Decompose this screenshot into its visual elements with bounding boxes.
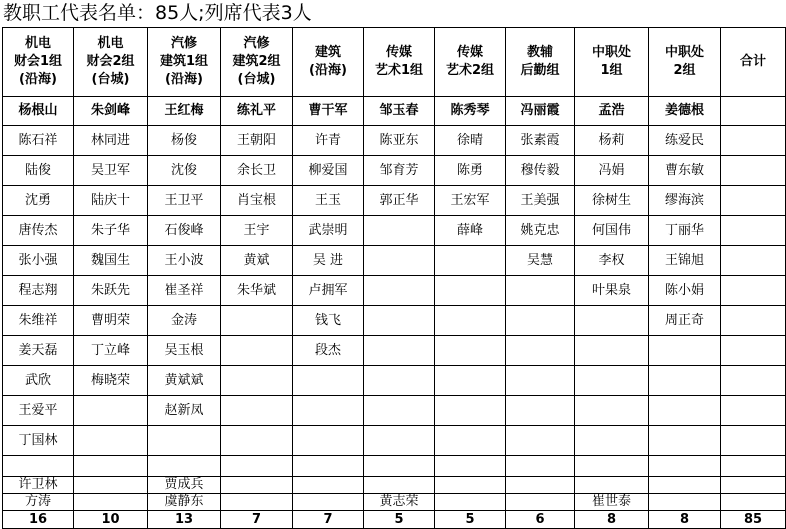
group-header-line: 建筑1组	[159, 54, 209, 69]
total-cell: 10	[74, 511, 148, 529]
representatives-table	[2, 27, 786, 529]
member-cell: 黄斌	[221, 246, 293, 276]
member-cell	[435, 336, 506, 366]
member-cell: 沈俊	[148, 156, 221, 186]
total-cell: 8	[575, 511, 649, 529]
member-cell	[649, 396, 721, 426]
member-cell	[649, 426, 721, 456]
group-header-line: 建筑	[314, 45, 341, 60]
member-cell	[721, 246, 786, 276]
group-header-line: 机电	[24, 36, 51, 51]
member-cell: 张素霞	[506, 126, 575, 156]
member-row	[3, 156, 786, 186]
member-cell	[506, 306, 575, 336]
member-cell	[74, 426, 148, 456]
group-header-line: 教辅	[526, 45, 553, 60]
group-header-2	[74, 28, 148, 97]
member-row	[3, 396, 786, 426]
observer-cell: 黄志荣	[364, 494, 435, 511]
member-cell	[364, 426, 435, 456]
observer-cell	[293, 477, 364, 494]
group-header-line: 中职处	[591, 45, 631, 60]
member-cell	[435, 276, 506, 306]
member-cell	[721, 336, 786, 366]
member-cell: 林同进	[74, 126, 148, 156]
member-cell: 徐晴	[435, 126, 506, 156]
member-cell	[435, 306, 506, 336]
member-cell	[721, 366, 786, 396]
group-header-line: (沿海)	[165, 72, 203, 87]
blank-cell	[575, 456, 649, 477]
observer-cell	[435, 477, 506, 494]
member-cell	[575, 366, 649, 396]
member-cell: 周正奇	[649, 306, 721, 336]
totals-row	[3, 511, 786, 529]
member-cell: 张小强	[3, 246, 74, 276]
leader-cell: 姜德根	[649, 97, 721, 126]
observer-cell	[221, 494, 293, 511]
member-cell: 杨莉	[575, 126, 649, 156]
member-cell	[221, 306, 293, 336]
member-cell	[435, 246, 506, 276]
group-header-line: 中职处	[664, 45, 704, 60]
member-cell	[364, 246, 435, 276]
group-header-line: 机电	[97, 36, 124, 51]
observer-cell	[649, 494, 721, 511]
header-row	[3, 28, 786, 97]
observer-cell	[364, 477, 435, 494]
group-header-line: (沿海)	[309, 63, 347, 78]
member-cell: 王玉	[293, 186, 364, 216]
leader-cell: 孟浩	[575, 97, 649, 126]
member-cell: 吴玉根	[148, 336, 221, 366]
member-cell: 许青	[293, 126, 364, 156]
total-cell: 5	[435, 511, 506, 529]
total-cell: 85	[721, 511, 786, 529]
member-cell: 段杰	[293, 336, 364, 366]
member-cell	[721, 216, 786, 246]
member-cell	[506, 426, 575, 456]
leader-cell	[721, 97, 786, 126]
member-cell: 王宇	[221, 216, 293, 246]
member-cell: 赵新凤	[148, 396, 221, 426]
blank-cell	[506, 456, 575, 477]
member-cell: 丁国林	[3, 426, 74, 456]
member-cell: 程志翔	[3, 276, 74, 306]
blank-cell	[721, 456, 786, 477]
group-header-line: 汽修	[243, 36, 270, 51]
group-header-7	[435, 28, 506, 97]
member-cell: 陈石祥	[3, 126, 74, 156]
group-header-line: 1组	[600, 63, 623, 78]
member-cell	[148, 426, 221, 456]
member-cell: 陆庆十	[74, 186, 148, 216]
observer-row	[3, 477, 786, 494]
member-cell	[721, 186, 786, 216]
observer-cell	[506, 494, 575, 511]
leader-cell: 练礼平	[221, 97, 293, 126]
member-cell	[221, 336, 293, 366]
member-cell	[364, 306, 435, 336]
member-cell: 王锦旭	[649, 246, 721, 276]
leader-cell: 王红梅	[148, 97, 221, 126]
member-cell	[721, 276, 786, 306]
member-row	[3, 126, 786, 156]
member-cell: 梅晓荣	[74, 366, 148, 396]
member-cell: 王小波	[148, 246, 221, 276]
member-cell	[506, 336, 575, 366]
leader-cell: 杨根山	[3, 97, 74, 126]
member-cell	[506, 366, 575, 396]
member-cell: 石俊峰	[148, 216, 221, 246]
group-header-1	[3, 28, 74, 97]
member-cell	[721, 126, 786, 156]
member-cell	[575, 396, 649, 426]
member-cell: 冯娟	[575, 156, 649, 186]
observer-row	[3, 494, 786, 511]
member-cell	[293, 366, 364, 396]
group-header-6	[364, 28, 435, 97]
member-cell	[721, 396, 786, 426]
member-cell: 练爱民	[649, 126, 721, 156]
member-cell: 朱跃先	[74, 276, 148, 306]
blank-cell	[435, 456, 506, 477]
group-header-line: 后勤组	[520, 63, 560, 78]
member-cell: 丁丽华	[649, 216, 721, 246]
member-row	[3, 426, 786, 456]
observer-cell	[74, 494, 148, 511]
member-cell: 余长卫	[221, 156, 293, 186]
member-cell: 王朝阳	[221, 126, 293, 156]
observer-cell: 许卫林	[3, 477, 74, 494]
total-cell: 7	[293, 511, 364, 529]
member-cell: 吴慧	[506, 246, 575, 276]
member-row	[3, 216, 786, 246]
member-cell: 姜天磊	[3, 336, 74, 366]
member-cell: 姚克忠	[506, 216, 575, 246]
member-cell	[575, 306, 649, 336]
member-cell: 吴卫军	[74, 156, 148, 186]
member-cell	[721, 306, 786, 336]
observer-cell	[721, 494, 786, 511]
member-cell	[293, 426, 364, 456]
observer-cell	[649, 477, 721, 494]
leader-row	[3, 97, 786, 126]
member-cell: 何国伟	[575, 216, 649, 246]
member-cell: 丁立峰	[74, 336, 148, 366]
member-cell: 柳爱国	[293, 156, 364, 186]
group-header-10	[649, 28, 721, 97]
total-cell: 7	[221, 511, 293, 529]
member-cell: 金涛	[148, 306, 221, 336]
member-row	[3, 186, 786, 216]
blank-cell	[293, 456, 364, 477]
group-header-3	[148, 28, 221, 97]
member-cell	[435, 366, 506, 396]
observer-cell: 方涛	[3, 494, 74, 511]
observer-cell	[575, 477, 649, 494]
member-cell	[74, 396, 148, 426]
blank-cell	[221, 456, 293, 477]
total-cell: 8	[649, 511, 721, 529]
group-header-line: 传媒	[385, 45, 412, 60]
member-row	[3, 306, 786, 336]
leader-cell: 邹玉春	[364, 97, 435, 126]
observer-cell: 崔世泰	[575, 494, 649, 511]
member-cell	[364, 276, 435, 306]
group-header-line: (台城)	[91, 72, 130, 87]
total-cell: 5	[364, 511, 435, 529]
member-cell: 陆俊	[3, 156, 74, 186]
member-cell	[721, 156, 786, 186]
member-cell: 徐树生	[575, 186, 649, 216]
member-cell	[364, 216, 435, 246]
member-cell: 陈勇	[435, 156, 506, 186]
group-header-line: (沿海)	[19, 72, 57, 87]
group-header-11	[721, 28, 786, 97]
member-cell: 陈亚东	[364, 126, 435, 156]
blank-cell	[3, 456, 74, 477]
group-header-8	[506, 28, 575, 97]
member-cell	[435, 396, 506, 426]
member-cell: 王宏军	[435, 186, 506, 216]
total-cell: 6	[506, 511, 575, 529]
member-cell	[575, 336, 649, 366]
observer-cell	[221, 477, 293, 494]
group-header-line: 传媒	[456, 45, 483, 60]
member-cell	[721, 426, 786, 456]
member-cell	[364, 366, 435, 396]
member-cell	[364, 336, 435, 366]
blank-row	[3, 456, 786, 477]
member-cell: 崔圣祥	[148, 276, 221, 306]
member-cell	[506, 276, 575, 306]
leader-cell: 朱剑峰	[74, 97, 148, 126]
observer-cell	[435, 494, 506, 511]
observer-cell	[74, 477, 148, 494]
blank-cell	[74, 456, 148, 477]
group-header-line: 合计	[739, 54, 766, 69]
member-row	[3, 276, 786, 306]
member-cell	[649, 336, 721, 366]
member-cell: 武崇明	[293, 216, 364, 246]
group-header-line: 建筑2组	[232, 54, 281, 69]
member-cell: 王美强	[506, 186, 575, 216]
member-cell: 肖宝根	[221, 186, 293, 216]
member-cell: 钱飞	[293, 306, 364, 336]
leader-cell: 曹干军	[293, 97, 364, 126]
blank-cell	[364, 456, 435, 477]
group-header-line: 财会2组	[86, 54, 135, 69]
blank-cell	[148, 456, 221, 477]
member-cell: 薛峰	[435, 216, 506, 246]
member-cell	[506, 396, 575, 426]
member-cell: 郭正华	[364, 186, 435, 216]
total-cell: 16	[3, 511, 74, 529]
member-cell	[649, 366, 721, 396]
member-cell: 缪海滨	[649, 186, 721, 216]
member-cell	[221, 426, 293, 456]
member-cell: 沈勇	[3, 186, 74, 216]
group-header-line: 艺术1组	[374, 63, 424, 78]
member-cell: 朱华斌	[221, 276, 293, 306]
group-header-5	[293, 28, 364, 97]
member-cell	[435, 426, 506, 456]
group-header-line: 2组	[673, 63, 696, 78]
member-cell: 陈小娟	[649, 276, 721, 306]
leader-cell: 冯丽霞	[506, 97, 575, 126]
total-cell: 13	[148, 511, 221, 529]
group-header-line: 艺术2组	[445, 63, 495, 78]
member-row	[3, 366, 786, 396]
member-cell: 邹育芳	[364, 156, 435, 186]
page-title: 教职工代表名单：85人;列席代表3人	[3, 2, 312, 24]
member-cell: 王卫平	[148, 186, 221, 216]
member-cell: 王爱平	[3, 396, 74, 426]
member-cell: 穆传毅	[506, 156, 575, 186]
member-cell	[221, 396, 293, 426]
member-cell: 朱子华	[74, 216, 148, 246]
member-cell: 武欣	[3, 366, 74, 396]
member-cell: 叶果泉	[575, 276, 649, 306]
member-cell: 李权	[575, 246, 649, 276]
member-cell: 曹明荣	[74, 306, 148, 336]
group-header-line: (台城)	[237, 72, 276, 87]
member-cell: 卢拥军	[293, 276, 364, 306]
blank-cell	[649, 456, 721, 477]
group-header-line: 财会1组	[13, 54, 63, 69]
member-cell: 黄斌斌	[148, 366, 221, 396]
observer-cell: 虞静东	[148, 494, 221, 511]
member-cell: 魏国生	[74, 246, 148, 276]
member-cell: 吴 进	[293, 246, 364, 276]
observer-cell	[721, 477, 786, 494]
observer-cell: 贾成兵	[148, 477, 221, 494]
group-header-4	[221, 28, 293, 97]
member-cell: 朱维祥	[3, 306, 74, 336]
member-row	[3, 246, 786, 276]
member-cell	[221, 366, 293, 396]
member-cell: 曹东敏	[649, 156, 721, 186]
observer-cell	[293, 494, 364, 511]
group-header-9	[575, 28, 649, 97]
member-cell	[293, 396, 364, 426]
member-cell	[575, 426, 649, 456]
member-row	[3, 336, 786, 366]
member-cell	[364, 396, 435, 426]
member-cell: 杨俊	[148, 126, 221, 156]
member-cell: 唐传杰	[3, 216, 74, 246]
observer-cell	[506, 477, 575, 494]
group-header-line: 汽修	[170, 36, 197, 51]
leader-cell: 陈秀琴	[435, 97, 506, 126]
